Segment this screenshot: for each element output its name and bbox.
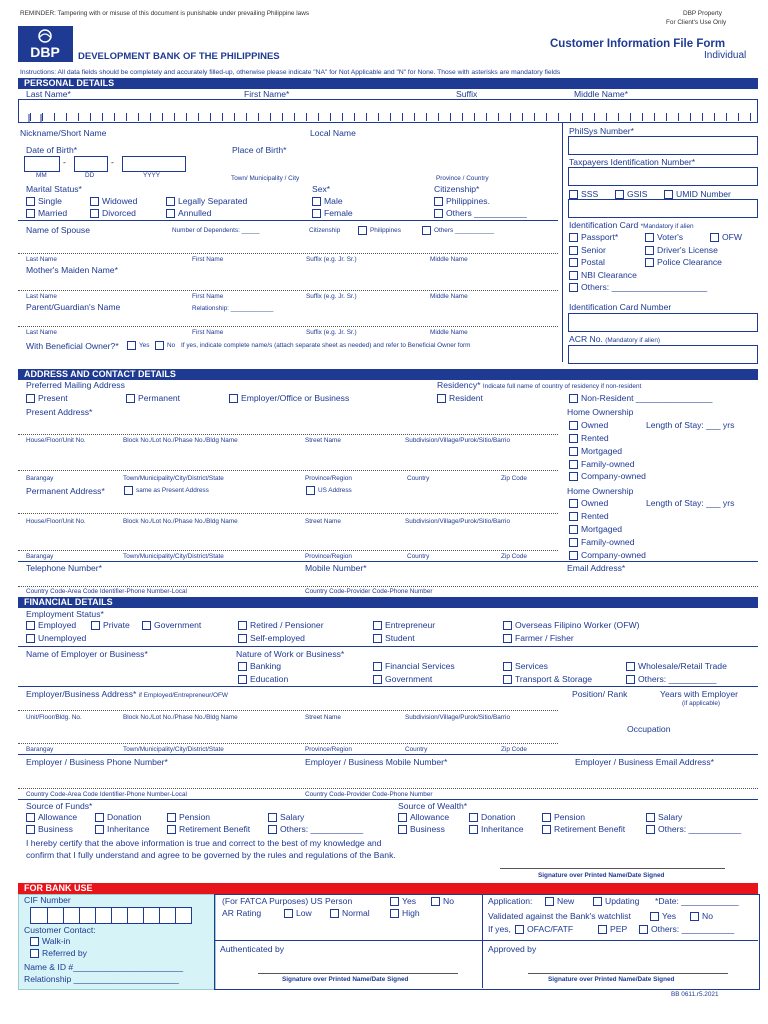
name-char-tick [378,113,379,121]
label-parent: Parent/Guardian's Name [26,302,121,312]
id-senior[interactable]: Senior [569,245,606,255]
name-char-tick [462,113,463,121]
validated-no[interactable]: No [690,911,713,921]
sub-province-2: Province/Region [305,553,352,560]
sex-male[interactable]: Male [312,196,343,206]
mailing-present[interactable]: Present [26,393,68,403]
sub-block-3: Block No./Lot No./Phase No./Bldg Name [123,714,238,721]
mobile-format: Country Code-Provider Code-Phone Number [305,588,433,595]
id-nbi[interactable]: NBI Clearance [569,270,637,280]
sub-town: Town/Municipality/City/District/State [123,475,224,482]
name-char-tick [366,113,367,121]
sub-middle-name-3: Middle Name [430,329,468,336]
section-financial: FINANCIAL DETAILS [18,597,758,608]
dob-dd-input[interactable] [74,156,108,172]
id-drivers[interactable]: Driver's License [645,245,718,255]
name-char-tick [738,113,739,121]
label-id-card-number: Identification Card Number [569,302,672,312]
us-address-checkbox[interactable]: US Address [306,486,352,495]
sub-zip-3: Zip Code [501,746,527,753]
certify-line-2: confirm that I fully understand and agree to be governed by the rules and regulations of the Bank. [26,850,396,860]
perm-rented[interactable]: Rented [569,511,609,521]
id-others[interactable]: Others: ____________________ [569,282,707,292]
sub-first-name-3: First Name [192,329,224,336]
fatca-yes[interactable]: Yes [390,896,416,906]
dbp-logo [18,26,73,62]
dob-mm-input[interactable] [24,156,60,172]
label-beneficial: With Beneficial Owner?* [26,341,119,351]
signature-label-client: Signature over Printed Name/Date Signed [538,872,665,879]
emp-unemployed[interactable]: Unemployed [26,633,86,643]
label-middle-name: Middle Name* [574,89,628,99]
name-char-tick [54,113,55,121]
emp-entrepreneur[interactable]: Entrepreneur [373,620,435,630]
funds-business[interactable]: Business [26,824,73,834]
logo-text: DBP [30,44,60,60]
label-bank-relationship: Relationship ______________________ [24,974,179,984]
form-subtitle: Individual [704,50,747,61]
id-sss-checkbox[interactable]: SSS [569,189,598,199]
name-char-tick [654,113,655,121]
label-permanent-address: Permanent Address* [26,486,105,496]
perm-family-owned[interactable]: Family-owned [569,537,635,547]
sex-female[interactable]: Female [312,208,353,218]
section-personal-details: PERSONAL DETAILS [18,78,758,89]
beneficial-no[interactable]: No [155,341,175,350]
funds-pension[interactable]: Pension [167,812,210,822]
name-char-tick [174,113,175,121]
wealth-retirement[interactable]: Retirement Benefit [542,824,625,834]
mailing-permanent[interactable]: Permanent [126,393,180,403]
wealth-business[interactable]: Business [398,824,445,834]
citizenship-others[interactable]: Others ___________ [434,208,527,218]
marital-legally-separated[interactable]: Legally Separated [166,196,247,206]
emp-employed[interactable]: Employed [26,620,76,630]
nature-services[interactable]: Services [503,661,548,671]
name-char-tick [222,113,223,121]
id-gsis-checkbox[interactable]: GSIS [615,189,648,199]
label-application: Application: [488,896,533,906]
name-char-tick [390,113,391,121]
name-char-tick [702,113,703,121]
marital-single[interactable]: Single [26,196,62,206]
funds-salary[interactable]: Salary [268,812,304,822]
name-char-tick [426,113,427,121]
name-char-tick [438,113,439,121]
funds-allowance[interactable]: Allowance [26,812,77,822]
id-postal[interactable]: Postal [569,257,605,267]
reminder-text: REMINDER: Tampering with or misuse of this document is punishable under prevailing Philippine laws [20,10,310,17]
sub-suffix-2: Suffix (e.g. Jr. Sr.) [306,293,357,300]
sub-suffix-3: Suffix (e.g. Jr. Sr.) [306,329,357,336]
sub-barangay: Barangay [26,475,54,482]
name-char-grid[interactable] [18,113,756,121]
perm-mortgaged[interactable]: Mortgaged [569,524,622,534]
label-home-ownership-2: Home Ownership [567,486,634,496]
sub-block-2: Block No./Lot No./Phase No./Bldg Name [123,518,238,525]
cif-char-divider [47,908,48,923]
id-card-number-input[interactable] [568,313,758,332]
sub-suffix: Suffix (e.g. Jr. Sr.) [306,256,357,263]
name-char-tick [402,113,403,121]
present-mortgaged[interactable]: Mortgaged [569,446,622,456]
emp-mobile-format: Country Code-Provider Code-Phone Number [305,791,433,798]
label-local-name: Local Name [310,128,356,138]
label-nature: Nature of Work or Business* [236,649,345,659]
present-rented[interactable]: Rented [569,433,609,443]
nature-government[interactable]: Government [373,674,432,684]
name-char-tick [102,113,103,121]
ar-normal[interactable]: Normal [330,908,370,918]
name-char-tick [270,113,271,121]
sub-subdivision-2: Subdivision/Village/Purok/Sitio/Barrio [405,518,511,525]
spouse-citizenship-others[interactable]: Others ___________ [422,226,494,235]
label-name-id: Name & ID #_______________________ [24,962,184,972]
label-suffix: Suffix [456,89,478,99]
label-last-name: Last Name* [26,89,71,99]
cif-char-divider [159,908,160,923]
form-code: BB 0611.r5.2021 [671,991,719,998]
emp-student[interactable]: Student [373,633,415,643]
nature-wholesale[interactable]: Wholesale/Retail Trade [626,661,727,671]
property-text-2: For Client's Use Only [666,19,727,26]
cif-char-divider [111,908,112,923]
label-customer-contact: Customer Contact: [24,925,96,935]
funds-retirement[interactable]: Retirement Benefit [167,824,250,834]
name-char-tick [414,113,415,121]
application-new[interactable]: New [545,896,574,906]
property-text: DBP Property [683,10,722,17]
label-id-card: Identification Card *Mandatory if alien [569,220,694,230]
label-years: Years with Employer [660,689,739,699]
name-char-tick [582,113,583,121]
name-char-tick [330,113,331,121]
name-char-tick [318,113,319,121]
id-passport[interactable]: Passport* [569,232,618,242]
nature-transport[interactable]: Transport & Storage [503,674,592,684]
name-char-tick [618,113,619,121]
label-authenticated: Authenticated by [220,944,285,954]
label-approved: Approved by [488,944,537,954]
name-char-tick [342,113,343,121]
name-char-tick [90,113,91,121]
label-employer-name: Name of Employer or Business* [26,649,148,659]
name-char-tick [750,113,751,121]
tin-input[interactable] [568,167,758,186]
label-telephone: Telephone Number* [26,563,102,573]
sub-last-name-2: Last Name [26,293,57,300]
label-spouse: Name of Spouse [26,225,91,235]
name-char-tick [450,113,451,121]
name-char-tick [522,113,523,121]
label-nickname: Nickname/Short Name [20,128,107,138]
name-char-tick [114,113,115,121]
present-length-of-stay: Length of Stay: ___ yrs [646,420,735,430]
certify-line-1: I hereby certify that the above information is true and correct to the best of my knowledge and [26,838,382,848]
id-umid-checkbox[interactable]: UMID Number [664,189,731,199]
spouse-citizenship-philippines[interactable]: Philippines [358,226,401,235]
emp-tel-format: Country Code-Area Code Identifier-Phone Number-Local [26,791,187,798]
fatca-no[interactable]: No [431,896,454,906]
watchlist-ofac[interactable]: OFAC/FATF [515,924,573,934]
present-family-owned[interactable]: Family-owned [569,459,635,469]
name-char-tick [198,113,199,121]
label-province: Province / Country [436,175,489,182]
label-pob: Place of Birth* [232,145,287,155]
label-if-applicable: (if applicable) [682,700,721,707]
name-char-tick [594,113,595,121]
sub-street-2: Street Name [305,518,341,525]
present-company-owned[interactable]: Company-owned [569,471,646,481]
cif-char-divider [175,908,176,923]
label-relationship: Relationship: ____________ [192,305,274,312]
name-char-tick [690,113,691,121]
label-philsys: PhilSys Number* [569,126,634,136]
funds-inheritance[interactable]: Inheritance [95,824,150,834]
label-present-address: Present Address* [26,407,93,417]
sub-town-3: Town/Municipality/City/District/State [123,746,224,753]
label-home-ownership: Home Ownership [567,407,634,417]
name-char-tick [642,113,643,121]
name-char-tick [534,113,535,121]
name-char-tick [570,113,571,121]
wealth-salary[interactable]: Salary [646,812,682,822]
perm-owned[interactable]: Owned [569,498,608,508]
name-char-tick [306,113,307,121]
name-char-tick [162,113,163,121]
sub-first-name: First Name [192,256,224,263]
contact-walk-in[interactable]: Walk-in [30,936,70,946]
acr-input[interactable] [568,345,758,364]
emp-self-employed[interactable]: Self-employed [238,633,305,643]
label-email: Email Address* [567,563,626,573]
label-town: Town/ Municipality / City [231,175,300,182]
residency-resident[interactable]: Resident [437,393,483,403]
name-char-tick [30,113,31,121]
marital-divorced[interactable]: Divorced [90,208,136,218]
label-position: Position/ Rank [572,689,628,699]
wealth-inheritance[interactable]: Inheritance [469,824,524,834]
emp-private[interactable]: Private [91,620,130,630]
sub-street-3: Street Name [305,714,341,721]
validated-yes[interactable]: Yes [650,911,676,921]
emp-ofw[interactable]: Overseas Filipino Worker (OFW) [503,620,639,630]
sub-zip-2: Zip Code [501,553,527,560]
id-ofw[interactable]: OFW [710,232,742,242]
label-sex: Sex* [312,184,331,194]
emp-farmer[interactable]: Farmer / Fisher [503,633,574,643]
label-mm: MM [36,172,47,179]
present-owned[interactable]: Owned [569,420,608,430]
name-char-tick [678,113,679,121]
name-char-tick [486,113,487,121]
sub-last-name: Last Name [26,256,57,263]
wealth-allowance[interactable]: Allowance [398,812,449,822]
nature-fin-services[interactable]: Financial Services [373,661,455,671]
label-cif: CIF Number [24,895,71,905]
name-char-tick [258,113,259,121]
label-residency: Residency* Indicate full name of country of residency if non-resident [437,380,642,390]
emp-retired[interactable]: Retired / Pensioner [238,620,324,630]
name-char-tick [78,113,79,121]
wealth-pension[interactable]: Pension [542,812,585,822]
contact-referred[interactable]: Referred by [30,948,87,958]
cif-char-divider [63,908,64,923]
funds-others[interactable]: Others: ___________ [268,824,363,834]
name-char-tick [234,113,235,121]
cif-char-divider [127,908,128,923]
name-char-tick [150,113,151,121]
cif-char-divider [143,908,144,923]
watchlist-pep[interactable]: PEP [598,924,627,934]
sub-country-2: Country [407,553,430,560]
name-char-tick [66,113,67,121]
marital-widowed[interactable]: Widowed [90,196,137,206]
name-char-tick [510,113,511,121]
sub-province-3: Province/Region [305,746,352,753]
philsys-input[interactable] [568,136,758,155]
label-emp-mobile: Employer / Business Mobile Number* [305,757,448,767]
ar-low[interactable]: Low [284,908,312,918]
citizenship-philippines[interactable]: Philippines. [434,196,490,206]
cif-input[interactable] [30,907,192,924]
label-acr: ACR No. (Mandatory if alien) [569,334,660,344]
sub-first-name-2: First Name [192,293,224,300]
label-occupation: Occupation [627,724,671,734]
section-bank-use: FOR BANK USE [18,883,758,894]
residency-non-resident[interactable]: Non-Resident ________________ [569,393,712,403]
name-char-tick [282,113,283,121]
label-emp-email: Employer / Business Email Address* [575,757,714,767]
tel-format: Country Code-Area Code Identifier-Phone Number-Local [26,588,187,595]
cif-char-divider [95,908,96,923]
name-char-tick [474,113,475,121]
cif-char-divider [79,908,80,923]
label-dob: Date of Birth* [26,145,78,155]
label-fatca: (For FATCA Purposes) US Person [222,896,353,906]
wealth-others[interactable]: Others: ___________ [646,824,741,834]
marital-married[interactable]: Married [26,208,67,218]
signature-label-authenticated: Signature over Printed Name/Date Signed [282,976,409,983]
mailing-employer[interactable]: Employer/Office or Business [229,393,349,403]
sub-middle-name-2: Middle Name [430,293,468,300]
sub-middle-name: Middle Name [430,256,468,263]
label-ar-rating: AR Rating [222,908,262,918]
name-char-tick [354,113,355,121]
label-date: *Date: ____________ [655,896,739,906]
sub-country-3: Country [405,746,428,753]
id-number-input[interactable] [568,199,758,218]
label-employment: Employment Status* [26,609,104,619]
sub-last-name-3: Last Name [26,329,57,336]
sub-barangay-2: Barangay [26,553,54,560]
perm-length-of-stay: Length of Stay: ___ yrs [646,498,735,508]
name-char-tick [546,113,547,121]
label-dependents: Number of Dependents: _____ [172,227,260,234]
name-char-tick [558,113,559,121]
label-tin: Taxpayers Identification Number* [569,157,696,167]
name-char-tick [726,113,727,121]
sub-town-2: Town/Municipality/City/District/State [123,553,224,560]
label-yyyy: YYYY [143,172,161,179]
label-citizenship-spouse: Citizenship [309,227,341,234]
label-employer-address: Employer/Business Address* if Employed/Entrepreneur/OFW [26,689,228,699]
form-title: Customer Information File Form [550,38,726,50]
sub-street: Street Name [305,437,341,444]
watchlist-others[interactable]: Others: ___________ [639,924,734,934]
sub-province: Province/Region [305,475,352,482]
perm-company-owned[interactable]: Company-owned [569,550,646,560]
label-citizenship: Citizenship* [434,184,480,194]
label-source-funds: Source of Funds* [26,801,93,811]
name-char-tick [126,113,127,121]
application-updating[interactable]: Updating [593,896,639,906]
sub-block: Block No./Lot No./Phase No./Bldg Name [123,437,238,444]
name-char-tick [606,113,607,121]
sub-subdivision: Subdivision/Village/Purok/Sitio/Barrio [405,437,511,444]
dob-yyyy-input[interactable] [122,156,186,172]
label-validated: Validated against the Bank's watchlist [488,911,631,921]
label-dd: DD [85,172,95,179]
name-char-tick [294,113,295,121]
label-mobile: Mobile Number* [305,563,367,573]
section-address: ADDRESS AND CONTACT DETAILS [18,369,758,380]
name-char-tick [498,113,499,121]
bank-name: DEVELOPMENT BANK OF THE PHILIPPINES [78,51,280,62]
signature-label-approved: Signature over Printed Name/Date Signed [548,976,675,983]
label-marital: Marital Status* [26,184,82,194]
name-char-tick [138,113,139,121]
funds-donation[interactable]: Donation [95,812,141,822]
label-emp-phone: Employer / Business Phone Number* [26,757,168,767]
sub-zip: Zip Code [501,475,527,482]
nature-education[interactable]: Education [238,674,288,684]
label-if-yes: If yes, [488,924,511,934]
name-char-tick [666,113,667,121]
same-as-present-checkbox[interactable]: same as Present Address [124,486,209,495]
name-char-tick [630,113,631,121]
label-preferred-mailing: Preferred Mailing Address [26,380,125,390]
sub-unit: Unit/Floor/Bldg. No. [26,714,82,721]
nature-others[interactable]: Others: __________ [626,674,716,684]
sub-house: House/Floor/Unit No. [26,437,86,444]
label-mother: Mother's Maiden Name* [26,265,118,275]
name-char-tick [42,113,43,121]
wealth-donation[interactable]: Donation [469,812,515,822]
emp-government[interactable]: Government [142,620,201,630]
sub-subdivision-3: Subdivision/Village/Purok/Sitio/Barrio [405,714,511,721]
name-char-tick [714,113,715,121]
marital-annulled[interactable]: Annulled [166,208,211,218]
name-char-tick [186,113,187,121]
name-char-tick [246,113,247,121]
sub-house-2: House/Floor/Unit No. [26,518,86,525]
sub-country: Country [407,475,430,482]
instructions: Instructions: All data fields should be completely and accurately filled-up, otherwise please indicate "NA" for Not Applicable and "N" for None. Those with asterisks are mandatory fields [20,69,561,76]
sub-barangay-3: Barangay [26,746,54,753]
ar-high[interactable]: High [390,908,420,918]
id-voters[interactable]: Voter's [645,232,683,242]
id-police[interactable]: Police Clearance [645,257,722,267]
beneficial-yes[interactable]: Yes [127,341,149,350]
bank-right-panel [214,894,760,990]
label-source-wealth: Source of Wealth* [398,801,468,811]
nature-banking[interactable]: Banking [238,661,281,671]
name-char-tick [210,113,211,121]
label-first-name: First Name* [244,89,290,99]
beneficial-note: If yes, indicate complete name/s (attach separate sheet as needed) and refer to Beneficial Owner form [181,342,471,349]
